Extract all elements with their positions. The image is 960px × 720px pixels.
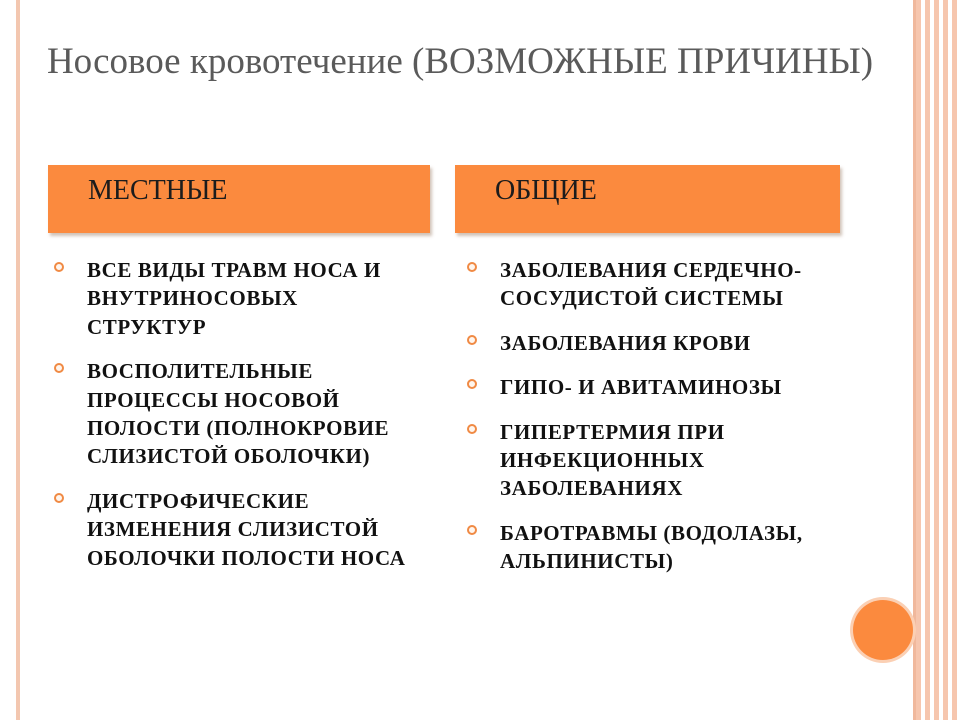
bullet-circle-icon <box>467 525 477 535</box>
column-header-general: ОБЩИЕ <box>455 165 840 233</box>
list-item-text: БАРОТРАВМЫ (ВОДОЛАЗЫ, АЛЬПИНИСТЫ) <box>500 520 803 574</box>
list-item <box>465 418 845 503</box>
list-item-text: ЗАБОЛЕВАНИЯ КРОВИ <box>500 330 751 355</box>
slide-title: Носовое кровотечение (ВОЗМОЖНЫЕ ПРИЧИНЫ) <box>46 41 874 82</box>
list-item <box>52 256 412 341</box>
list-item-text: ГИПЕРТЕРМИЯ ПРИ ИНФЕКЦИОННЫХ ЗАБОЛЕВАНИЯХ <box>500 419 725 501</box>
bullet-circle-icon <box>467 262 477 272</box>
list-item-text: ЗАБОЛЕВАНИЯ СЕРДЕЧНО-СОСУДИСТОЙ СИСТЕМЫ <box>500 258 802 311</box>
bullet-circle-icon <box>467 335 477 345</box>
decorative-orange-circle <box>853 600 913 660</box>
bullet-circle-icon <box>467 424 477 434</box>
list-item-text: ДИСТРОФИЧЕСКИЕ ИЗМЕНЕНИЯ СЛИЗИСТОЙ ОБОЛОЧКИ ПОЛОСТИ НОСА <box>87 488 406 570</box>
list-item <box>465 329 845 357</box>
list-item-text: ВОСПОЛИТЕЛЬНЫЕ ПРОЦЕССЫ НОСОВОЙ ПОЛОСТИ (ПОЛНОКРОВИЕ СЛИЗИСТОЙ ОБОЛОЧКИ) <box>87 359 390 469</box>
bullet-circle-icon <box>54 363 64 373</box>
list-item <box>465 519 845 576</box>
list-item-text: ГИПО- И АВИТАМИНОЗЫ <box>500 375 782 400</box>
right-decorative-stripes <box>916 0 960 720</box>
bullet-circle-icon <box>467 379 477 389</box>
list-item-text: ВСЕ ВИДЫ ТРАВМ НОСА И ВНУТРИНОСОВЫХ СТРУКТУР <box>87 258 381 339</box>
local-causes-list <box>52 256 412 588</box>
bullet-circle-icon <box>54 262 64 272</box>
bullet-circle-icon <box>54 493 64 503</box>
general-causes-list <box>465 256 845 592</box>
list-item <box>465 256 845 313</box>
left-decorative-stripe <box>16 0 20 720</box>
list-item <box>52 357 412 471</box>
list-item <box>52 487 412 572</box>
list-item <box>465 373 845 401</box>
column-header-local: МЕСТНЫЕ <box>48 165 430 233</box>
